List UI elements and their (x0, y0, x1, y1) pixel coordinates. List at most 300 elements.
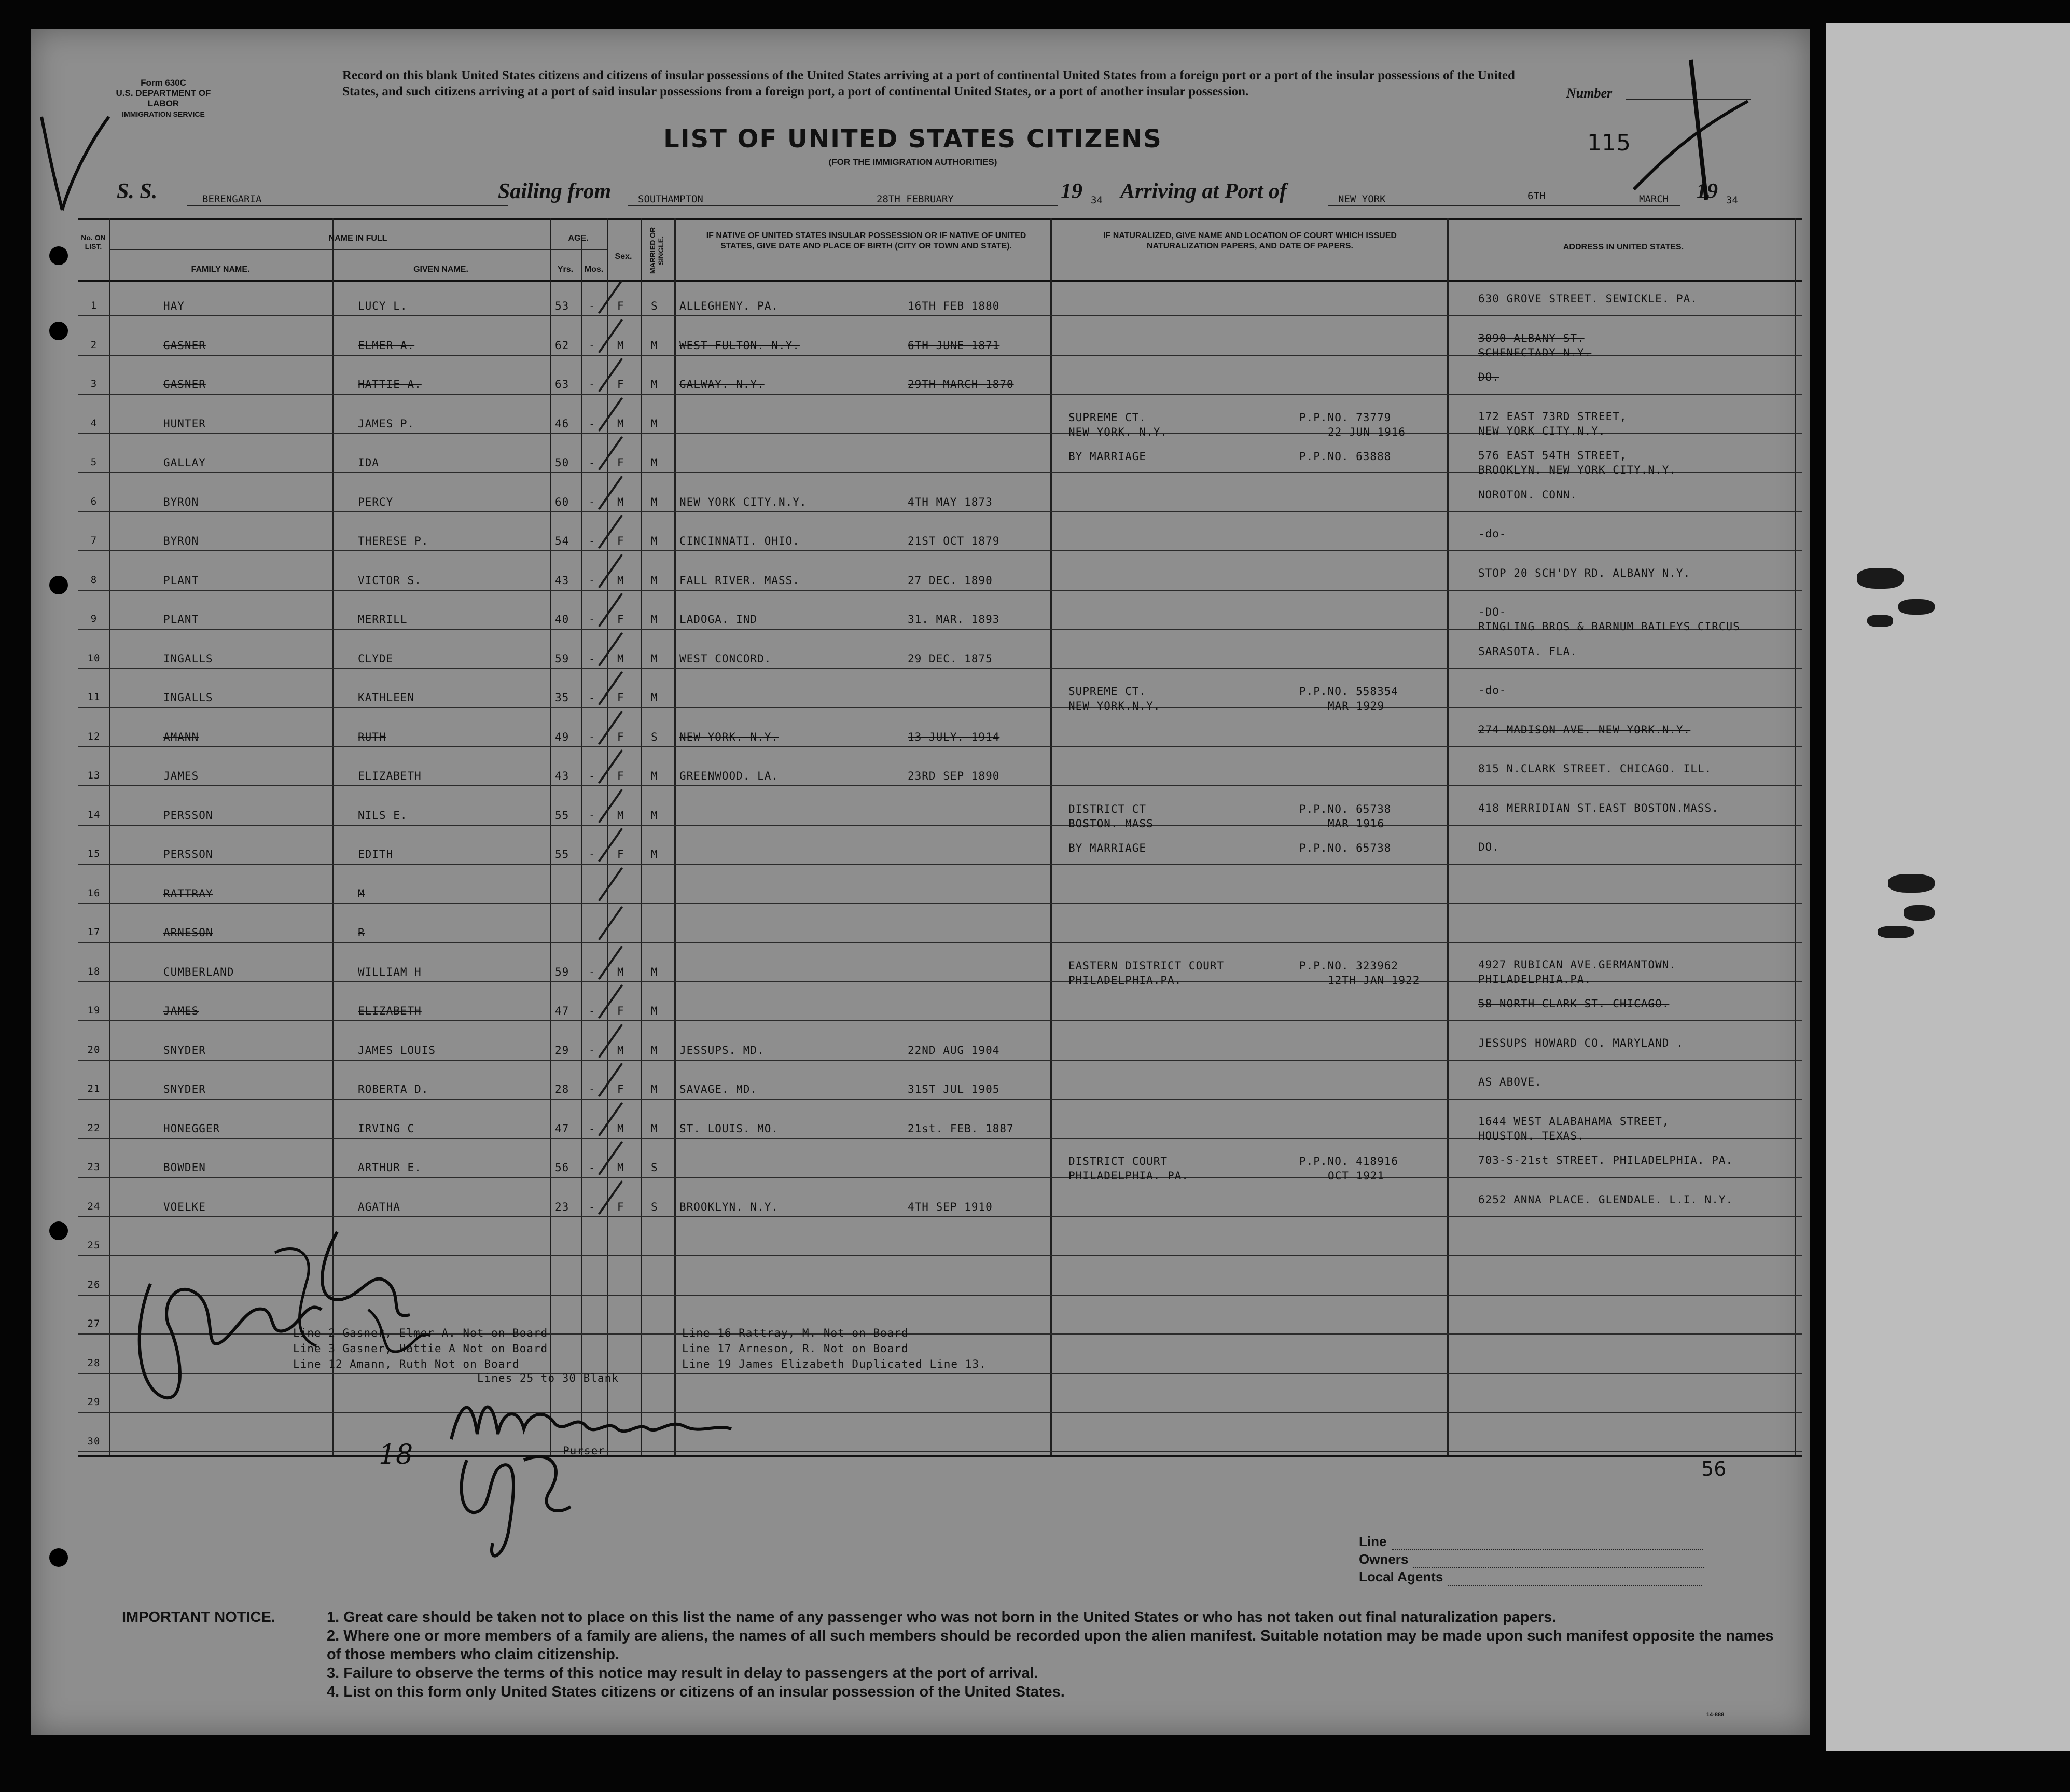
col-divider (109, 218, 110, 1455)
age-months: - (589, 1161, 596, 1174)
arrive-year-prefix: 19 (1696, 179, 1718, 203)
remark-line: Line 12 Amann, Ruth Not on Board (293, 1358, 520, 1370)
stain-mark (1888, 874, 1935, 893)
sail-date: 28TH FEBRUARY (877, 193, 954, 205)
given-name: CLYDE (358, 652, 394, 665)
address-line-1: 1644 WEST ALABAHAMA STREET, (1478, 1115, 1670, 1128)
row-number: 23 (87, 1161, 101, 1173)
sail-year: 34 (1091, 195, 1103, 206)
address-line-1: -do- (1478, 527, 1507, 540)
given-name: WILLIAM H (358, 965, 422, 978)
table-bottom-rule (78, 1455, 1802, 1457)
marital-status: M (651, 495, 658, 508)
family-name: INGALLS (163, 652, 213, 665)
punch-hole (49, 1221, 68, 1240)
row-rule (78, 511, 1802, 512)
row-number: 3 (90, 378, 98, 390)
footer-line-label: Line (1359, 1534, 1387, 1549)
age-subrule (550, 249, 607, 250)
footer-owners-field (1359, 1550, 1704, 1568)
given-name: ELIZABETH (358, 770, 422, 782)
age-months: - (589, 1083, 596, 1095)
age-months: - (589, 378, 596, 391)
age-years: 49 (555, 730, 569, 743)
given-name: R (358, 926, 365, 939)
address-line-1: -do- (1478, 684, 1507, 697)
row-rule (78, 1099, 1802, 1100)
notice-item: 2. Where one or more members of a family are aliens, the names of all such members should be recorded upon the alien manifest. Suitable notation may be made upon such manifest opposite the names of those members who claim citizenship. (327, 1628, 1774, 1663)
naturalization-date: 12TH JAN 1922 (1328, 974, 1420, 987)
header-no: No. ON LIST. (81, 233, 106, 251)
given-name: IRVING C (358, 1122, 415, 1135)
birth-place: LADOGA. IND (679, 613, 758, 626)
address-line-1: 630 GROVE STREET. SEWICKLE. PA. (1478, 293, 1698, 305)
marital-status: M (651, 339, 658, 352)
age-months: - (589, 848, 596, 860)
row-number: 2 (90, 339, 98, 351)
footer-line-field (1359, 1533, 1704, 1550)
age-months: - (589, 965, 596, 978)
given-name: MERRILL (358, 613, 408, 626)
row-rule (78, 1060, 1802, 1061)
age-months: - (589, 300, 596, 312)
given-name: ELIZABETH (358, 1005, 422, 1017)
family-name: GASNER (163, 378, 206, 391)
remark-line: Line 17 Arneson, R. Not on Board (682, 1342, 909, 1355)
col-divider (1447, 218, 1449, 1455)
address-line-1: -DO- (1478, 606, 1507, 618)
punch-hole (49, 322, 68, 340)
naturalization-date: MAR 1916 (1328, 817, 1385, 830)
naturalization-court-location: BOSTON. MASS (1068, 817, 1154, 830)
family-name: GASNER (163, 339, 206, 352)
row-number: 18 (87, 965, 101, 977)
marital-status: M (651, 1044, 658, 1057)
age-years: 43 (555, 770, 569, 782)
age-years: 62 (555, 339, 569, 352)
address-line-1: 3090 ALBANY ST. (1478, 331, 1585, 344)
age-months: - (589, 1200, 596, 1213)
ship-underline (187, 205, 508, 206)
given-name: VICTOR S. (358, 574, 422, 587)
header-name-in-full: NAME IN FULL (328, 234, 387, 243)
age-months: - (589, 730, 596, 743)
family-name: VOELKE (163, 1200, 206, 1213)
age-months: - (589, 1122, 596, 1135)
col-divider (550, 218, 551, 1455)
family-name: HONEGGER (163, 1122, 220, 1135)
naturalization-papers: P.P.NO. 73779 (1299, 411, 1392, 424)
number-label: Number (1566, 86, 1613, 101)
row-rule (78, 942, 1802, 943)
row-rule (78, 903, 1802, 904)
family-name: BYRON (163, 535, 199, 547)
given-name: LUCY L. (358, 300, 408, 312)
marital-status: M (651, 848, 658, 860)
col-divider (581, 236, 582, 1455)
age-years: 35 (555, 691, 569, 704)
row-number: 17 (87, 926, 101, 938)
naturalization-court: SUPREME CT. (1068, 411, 1147, 424)
marital-status: S (651, 730, 658, 743)
check-mark-left (31, 44, 150, 241)
marital-status: M (651, 965, 658, 978)
row-number: 29 (87, 1396, 101, 1408)
remark-line: Line 2 Gasner, Elmer A. Not on Board (293, 1327, 548, 1339)
arrive-day: 6TH (1527, 190, 1546, 202)
row-number: 21 (87, 1083, 101, 1094)
sex: M (617, 809, 624, 822)
birth-date: 29TH MARCH 1870 (908, 378, 1014, 391)
age-years: 54 (555, 535, 569, 547)
sex: M (617, 417, 624, 430)
sex: M (617, 339, 624, 352)
age-years: 55 (555, 809, 569, 822)
header-naturalized: IF NATURALIZED, GIVE NAME AND LOCATION OF COURT WHICH ISSUED NATURALIZATION PAPERS, AND DATE OF PAPERS. (1103, 231, 1397, 251)
sex: F (617, 535, 624, 547)
row-number: 1 (90, 300, 98, 311)
punch-hole (49, 246, 68, 265)
age-months: - (589, 1005, 596, 1017)
naturalization-papers: P.P.NO. 418916 (1299, 1155, 1399, 1168)
arrive-year: 34 (1726, 195, 1738, 206)
given-name: EDITH (358, 848, 394, 860)
family-name: INGALLS (163, 691, 213, 704)
birth-place: GREENWOOD. LA. (679, 770, 779, 782)
header-age: AGE. (568, 234, 589, 243)
row-number: 9 (90, 613, 98, 624)
age-years: 55 (555, 848, 569, 860)
footer-line-blank (1392, 1533, 1703, 1550)
age-months: - (589, 535, 596, 547)
address-line-1: 815 N.CLARK STREET. CHICAGO. ILL. (1478, 762, 1712, 775)
family-name: JAMES (163, 1005, 199, 1017)
row-number: 20 (87, 1044, 101, 1055)
marital-status: M (651, 770, 658, 782)
marital-status: M (651, 378, 658, 391)
family-name: BOWDEN (163, 1161, 206, 1174)
sex: F (617, 770, 624, 782)
punch-hole (49, 1548, 68, 1567)
naturalization-papers: P.P.NO. 558354 (1299, 685, 1399, 698)
col-divider (1795, 218, 1796, 1455)
purser-label: Purser (563, 1444, 605, 1457)
page-subtitle: (FOR THE IMMIGRATION AUTHORITIES) (828, 157, 997, 167)
given-name: HATTIE A. (358, 378, 422, 391)
stain-mark (1878, 926, 1914, 938)
naturalization-court-location: PHILADELPHIA. PA. (1068, 1170, 1189, 1182)
address-line-1: AS ABOVE. (1478, 1076, 1542, 1088)
row-number: 30 (87, 1435, 101, 1447)
age-years: 29 (555, 1044, 569, 1057)
header-address: ADDRESS IN UNITED STATES. (1563, 243, 1684, 252)
marital-status: M (651, 535, 658, 547)
right-margin-strip (1826, 23, 2070, 1751)
age-years: 56 (555, 1161, 569, 1174)
port-to: NEW YORK (1338, 193, 1386, 205)
row-number: 25 (87, 1240, 101, 1251)
remark-line: Line 19 James Elizabeth Duplicated Line 13. (682, 1358, 987, 1370)
naturalization-court: BY MARRIAGE (1068, 842, 1147, 854)
page-number: 56 (1701, 1457, 1727, 1480)
header-given-name: GIVEN NAME. (413, 265, 468, 274)
naturalization-court: BY MARRIAGE (1068, 450, 1147, 463)
family-name: HAY (163, 300, 185, 312)
row-rule (78, 550, 1802, 551)
sex: M (617, 965, 624, 978)
age-years: 63 (555, 378, 569, 391)
col-divider (1050, 218, 1052, 1455)
age-months: - (589, 809, 596, 822)
remark-blank-lines: Lines 25 to 30 Blank (477, 1372, 619, 1384)
family-name: RATTRAY (163, 887, 213, 900)
sex-tick-mark (598, 906, 623, 940)
footer-agents-label: Local Agents (1359, 1569, 1443, 1585)
family-name: PLANT (163, 613, 199, 626)
row-rule (78, 1216, 1802, 1217)
row-number: 26 (87, 1279, 101, 1290)
form-service: IMMIGRATION SERVICE (122, 110, 205, 118)
age-years: 59 (555, 965, 569, 978)
marital-status: M (651, 809, 658, 822)
ss-label: S. S. (117, 179, 158, 203)
address-line-2: RINGLING BROS & BARNUM BAILEYS CIRCUS (1478, 620, 1740, 633)
row-number: 16 (87, 887, 101, 899)
address-line-2: SCHENECTADY N.Y. (1478, 346, 1592, 359)
sex: F (617, 300, 624, 312)
address-line-1: 576 EAST 54TH STREET, (1478, 449, 1627, 462)
footer-agents-blank (1448, 1568, 1702, 1586)
naturalization-papers: P.P.NO. 63888 (1299, 450, 1392, 463)
address-line-2: NEW YORK CITY.N.Y. (1478, 424, 1606, 437)
stain-mark (1904, 905, 1935, 921)
birth-place: WEST CONCORD. (679, 652, 772, 665)
age-years: 40 (555, 613, 569, 626)
address-line-1: NOROTON. CONN. (1478, 488, 1578, 501)
col-divider (641, 218, 642, 1455)
birth-date: 16TH FEB 1880 (908, 300, 1000, 312)
row-number: 27 (87, 1318, 101, 1329)
age-months: - (589, 770, 596, 782)
row-rule (78, 394, 1802, 395)
check-mark-right (1613, 54, 1769, 210)
marital-status: M (651, 456, 658, 469)
important-notice-items (327, 1608, 1779, 1701)
birth-date: 4TH MAY 1873 (908, 495, 993, 508)
address-line-2: BROOKLYN. NEW YORK CITY.N.Y. (1478, 464, 1677, 476)
birth-date: 13 JULY. 1914 (908, 730, 1000, 743)
header-family-name: FAMILY NAME. (191, 265, 250, 274)
header-bottom-rule (78, 280, 1802, 282)
birth-date: 29 DEC. 1875 (908, 652, 993, 665)
marital-status: M (651, 652, 658, 665)
sail-year-prefix: 19 (1061, 179, 1082, 203)
form-code: 14-888 (1706, 1712, 1725, 1718)
sex: F (617, 613, 624, 626)
family-name: SNYDER (163, 1083, 206, 1095)
sex-tick-mark (598, 867, 623, 901)
header-mos: Mos. (584, 265, 604, 274)
arrive-month: MARCH (1639, 193, 1669, 205)
address-line-1: 6252 ANNA PLACE. GLENDALE. L.I. N.Y. (1478, 1193, 1733, 1206)
naturalization-court-location: PHILADELPHIA.PA. (1068, 974, 1182, 987)
marital-status: M (651, 613, 658, 626)
given-name: JAMES P. (358, 417, 415, 430)
address-line-2: PHILADELPHIA.PA. (1478, 973, 1592, 985)
stain-mark (1857, 568, 1904, 589)
birth-date: 6TH JUNE 1871 (908, 339, 1000, 352)
naturalization-date: OCT 1921 (1328, 1170, 1385, 1182)
birth-place: ST. LOUIS. MO. (679, 1122, 779, 1135)
row-number: 7 (90, 535, 98, 546)
birth-place: FALL RIVER. MASS. (679, 574, 800, 587)
footer-fields (1359, 1533, 1704, 1586)
sex: M (617, 1044, 624, 1057)
address-line-1: 703-S-21st STREET. PHILADELPHIA. PA. (1478, 1154, 1733, 1166)
marital-status: S (651, 300, 658, 312)
row-rule (78, 864, 1802, 865)
header-sex: Sex. (615, 252, 632, 261)
age-years: 53 (555, 300, 569, 312)
given-name: NILS E. (358, 809, 408, 822)
sex: F (617, 848, 624, 860)
address-line-1: JESSUPS HOWARD CO. MARYLAND . (1478, 1036, 1684, 1049)
marital-status: M (651, 1005, 658, 1017)
address-line-1: STOP 20 SCH'DY RD. ALBANY N.Y. (1478, 566, 1691, 579)
row-rule (78, 746, 1802, 747)
age-years: 47 (555, 1122, 569, 1135)
manifest-sheet (31, 29, 1810, 1735)
form-department: U.S. DEPARTMENT OF LABOR (116, 88, 211, 108)
sex: F (617, 456, 624, 469)
row-number: 10 (87, 652, 101, 664)
naturalization-papers: P.P.NO. 323962 (1299, 959, 1399, 972)
age-months: - (589, 456, 596, 469)
given-name: THERESE P. (358, 535, 429, 547)
naturalization-court: DISTRICT COURT (1068, 1155, 1168, 1168)
family-name: JAMES (163, 770, 199, 782)
given-name: AGATHA (358, 1200, 400, 1213)
naturalization-date: 22 JUN 1916 (1328, 425, 1406, 438)
given-name: ELMER A. (358, 339, 415, 352)
age-years: 46 (555, 417, 569, 430)
marital-status: M (651, 417, 658, 430)
side-mark: 18 (379, 1439, 413, 1470)
sex: F (617, 1083, 624, 1095)
row-number: 22 (87, 1122, 101, 1134)
stain-mark (1898, 599, 1935, 615)
birth-date: 31ST JUL 1905 (908, 1083, 1000, 1095)
birth-place: WEST FULTON. N.Y. (679, 339, 800, 352)
row-number: 8 (90, 574, 98, 586)
row-number: 11 (87, 691, 101, 703)
age-months: - (589, 1044, 596, 1057)
age-years: 59 (555, 652, 569, 665)
marital-status: M (651, 1083, 658, 1095)
arriving-label: Arriving at Port of (1120, 179, 1287, 203)
birth-place: CINCINNATI. OHIO. (679, 535, 800, 547)
punch-hole (49, 576, 68, 594)
age-months: - (589, 613, 596, 626)
birth-place: ALLEGHENY. PA. (679, 300, 779, 312)
naturalization-court: EASTERN DISTRICT COURT (1068, 959, 1225, 972)
sex: F (617, 1005, 624, 1017)
sex: M (617, 1161, 624, 1174)
age-years: 50 (555, 456, 569, 469)
notice-item: 4. List on this form only United States citizens or citizens of an insular possession of the United States. (327, 1684, 1065, 1700)
remark-line: Line 16 Rattray, M. Not on Board (682, 1327, 909, 1339)
header-married-wrap (648, 225, 667, 276)
given-name: PERCY (358, 495, 394, 508)
family-name: SNYDER (163, 1044, 206, 1057)
birth-date: 31. MAR. 1893 (908, 613, 1000, 626)
notice-item: 1. Great care should be taken not to place on this list the name of any passenger who was not born in the United States or who has not taken out final naturalization papers. (327, 1609, 1557, 1626)
remarks-right (682, 1325, 987, 1372)
sex: M (617, 495, 624, 508)
naturalization-date: MAR 1929 (1328, 700, 1385, 712)
row-number: 4 (90, 417, 98, 429)
number-value: 115 (1587, 130, 1631, 156)
naturalization-court: SUPREME CT. (1068, 685, 1147, 698)
given-name: RUTH (358, 730, 386, 743)
row-rule (78, 1177, 1802, 1178)
sex: M (617, 652, 624, 665)
row-rule (78, 707, 1802, 708)
instructions-text: Record on this blank United States citizens and citizens of insular possessions of the United States arriving at a port of continental United States from a foreign port or a port of the insular possessions of the United States, and such citizens arriving at a port of said insular possessions from a foreign port, a port of continental United States, or a port of another insular possession. (342, 68, 1515, 99)
birth-place: BROOKLYN. N.Y. (679, 1200, 779, 1213)
address-line-1: 418 MERRIDIAN ST.EAST BOSTON.MASS. (1478, 801, 1719, 814)
birth-date: 23RD SEP 1890 (908, 770, 1000, 782)
age-months: - (589, 691, 596, 704)
address-line-2: HOUSTON. TEXAS. (1478, 1129, 1585, 1142)
marital-status: M (651, 1122, 658, 1135)
address-line-1: 274 MADISON AVE. NEW YORK.N.Y. (1478, 723, 1691, 736)
row-rule (78, 825, 1802, 826)
col-divider (674, 218, 676, 1455)
footer-owners-label: Owners (1359, 1551, 1409, 1567)
naturalization-court-location: NEW YORK. N.Y. (1068, 425, 1168, 438)
row-number: 15 (87, 848, 101, 859)
marital-status: S (651, 1200, 658, 1213)
birth-date: 21ST OCT 1879 (908, 535, 1000, 547)
row-rule (78, 315, 1802, 316)
row-number: 6 (90, 495, 98, 507)
sex: M (617, 574, 624, 587)
important-notice-label: IMPORTANT NOTICE. (122, 1609, 275, 1626)
naturalization-papers: P.P.NO. 65738 (1299, 842, 1392, 854)
given-name: JAMES LOUIS (358, 1044, 436, 1057)
row-number: 12 (87, 730, 101, 742)
sex: F (617, 1200, 624, 1213)
family-name: CUMBERLAND (163, 965, 234, 978)
row-number: 5 (90, 456, 98, 468)
notice-item: 3. Failure to observe the terms of this notice may result in delay to passengers at the port of arrival. (327, 1665, 1038, 1682)
address-line-1: 4927 RUBICAN AVE.GERMANTOWN. (1478, 958, 1677, 971)
page-title: LIST OF UNITED STATES CITIZENS (663, 124, 1162, 154)
birth-date: 21st. FEB. 1887 (908, 1122, 1014, 1135)
row-rule (78, 785, 1802, 786)
birth-date: 27 DEC. 1890 (908, 574, 993, 587)
inspector-signature (119, 1221, 441, 1439)
row-number: 14 (87, 809, 101, 821)
age-years: 28 (555, 1083, 569, 1095)
col-divider (607, 218, 608, 1455)
given-name: IDA (358, 456, 379, 469)
given-name: ARTHUR E. (358, 1161, 422, 1174)
age-years: 23 (555, 1200, 569, 1213)
ship-name: BERENGARIA (202, 193, 262, 205)
given-name: ROBERTA D. (358, 1083, 429, 1095)
